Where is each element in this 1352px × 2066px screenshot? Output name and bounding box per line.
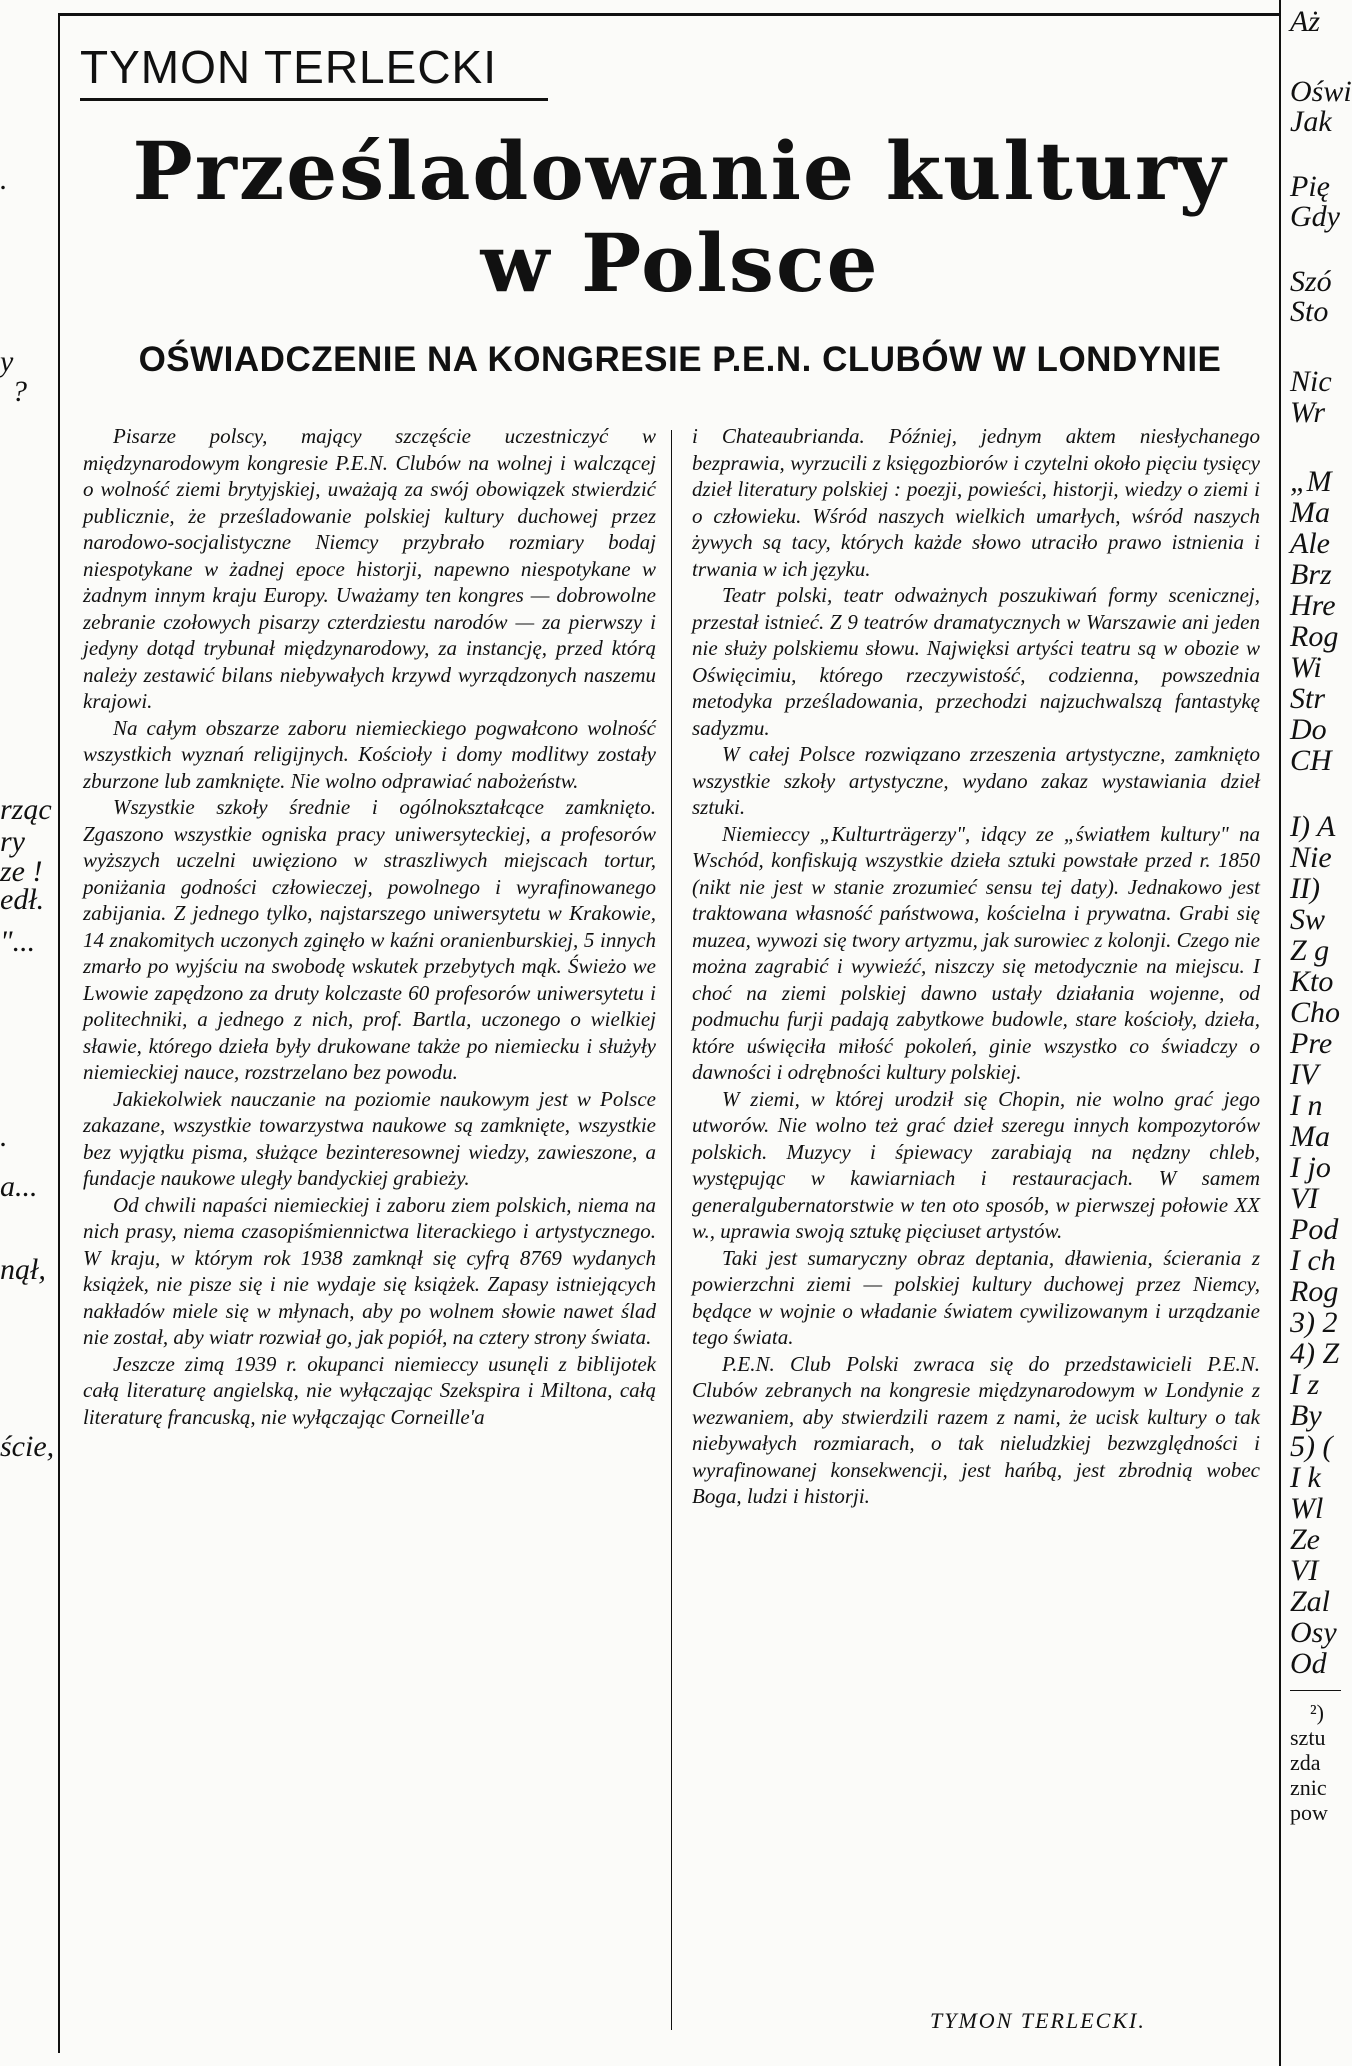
footnote-text: znic bbox=[1290, 1775, 1327, 1800]
margin-text: „M bbox=[1290, 465, 1332, 498]
margin-text: I k bbox=[1290, 1461, 1321, 1494]
margin-text: I n bbox=[1290, 1089, 1323, 1122]
margin-text: Wr bbox=[1290, 396, 1326, 429]
margin-text: Wl bbox=[1290, 1492, 1324, 1525]
paragraph: Teatr polski, teatr odważnych poszukiwań formy scenicznej, przestał istnieć. Z 9 teatrów dramatycznych w Warszawie ani jeden nie służy polskiemu słowu. Najwięksi artyści teatru są w obozie w Oświęcimiu, którego rzeczywistość, codzienna, powszednia metodyka prześladowania, przechodzi najzuchwalszą fantastykę sadyzmu. bbox=[692, 583, 1260, 740]
margin-text: 3) 2 bbox=[1290, 1306, 1338, 1339]
left-column-rule bbox=[58, 13, 60, 2053]
center-column-rule bbox=[671, 430, 672, 2030]
footnote-text: pow bbox=[1290, 1800, 1328, 1825]
margin-text: Rog bbox=[1290, 620, 1339, 653]
margin-text: ry bbox=[0, 825, 25, 858]
margin-text: . bbox=[0, 163, 8, 196]
margin-text: Str bbox=[1290, 682, 1326, 715]
margin-text: I) A bbox=[1290, 810, 1336, 843]
text-column-left bbox=[83, 423, 656, 1430]
footnote-rule bbox=[1290, 1690, 1341, 1691]
right-margin-fragments bbox=[1290, 0, 1352, 2066]
paragraph: Pisarze polscy, mający szczęście uczestniczyć w międzynarodowym kongresie P.E.N. Clubów na wolnej i walczącej o wolność ziemi brytyjskiej, uważają za swój obowiązek stwierdzić publicznie, że prześladowanie polskiej kultury duchowej przez narodowo-socjalistyczne Niemcy przybrało rozmiary bodaj niespotykane w żadnej epoce historji, napewno niespotykane w żadnym innym kraju Europy. Uważamy ten kongres — dobrowolne zebranie czołowych pisarzy czterdziestu narodów — za pierwszy i jedyny dotąd trybunał międzynarodowy, za instancję, przed którą należy zestawić bilans niebywałych krzywd wyrządzonych naszemu krajowi. bbox=[83, 424, 656, 713]
margin-text: Rog bbox=[1290, 1275, 1339, 1308]
article-title bbox=[85, 125, 1275, 309]
margin-text: ście, bbox=[0, 1430, 55, 1463]
margin-text: y bbox=[0, 345, 14, 378]
margin-text: VI bbox=[1290, 1554, 1319, 1587]
margin-text: VI bbox=[1290, 1182, 1319, 1215]
margin-text: Pod bbox=[1290, 1213, 1339, 1246]
margin-text: Aż bbox=[1290, 5, 1320, 38]
paragraph: Taki jest sumaryczny obraz deptania, dławienia, ścierania z powierzchni ziemi — polskiej kultury duchowej przez Niemcy, będące w wojnie o władanie światem cywilizowanym i urządzanie tego świata. bbox=[692, 1245, 1260, 1349]
margin-text: Jak bbox=[1290, 105, 1332, 138]
paragraph: Jeszcze zimą 1939 r. okupanci niemieccy usunęli z biblijotek całą literaturę angielską, nie wyłączając Szekspira i Miltona, całą literaturę francuską, nie wyłączając Corneille'a bbox=[83, 1351, 656, 1429]
margin-text: Ma bbox=[1290, 496, 1330, 529]
margin-text: ? bbox=[12, 375, 27, 408]
margin-text: Nic bbox=[1290, 365, 1332, 398]
margin-text: CH bbox=[1290, 744, 1332, 777]
margin-text: Osy bbox=[1290, 1616, 1337, 1649]
margin-text: ze ! bbox=[0, 855, 43, 888]
author-heading: TYMON TERLECKI bbox=[80, 41, 497, 93]
margin-text: Wi bbox=[1290, 651, 1322, 684]
margin-text: I z bbox=[1290, 1368, 1320, 1401]
margin-text: Pię bbox=[1290, 170, 1330, 203]
signature: TYMON TERLECKI. bbox=[930, 2008, 1146, 2033]
margin-text: 5) ( bbox=[1290, 1430, 1333, 1463]
margin-text: Hre bbox=[1290, 589, 1336, 622]
margin-text: By bbox=[1290, 1399, 1322, 1432]
author-underline bbox=[80, 98, 548, 101]
margin-text: edł. bbox=[0, 883, 45, 916]
margin-text: I jo bbox=[1290, 1151, 1331, 1184]
margin-text: Z g bbox=[1290, 934, 1330, 967]
article-subtitle: OŚWIADCZENIE NA KONGRESIE P.E.N. CLUBÓW W LONDYNIE bbox=[138, 340, 1222, 379]
margin-text: Cho bbox=[1290, 996, 1341, 1029]
margin-text: Pre bbox=[1290, 1027, 1333, 1060]
paragraph: Na całym obszarze zaboru niemieckiego pogwałcono wolność wszystkich wyznań religijnych. Kościoły i domy modlitwy zostały zburzone lub zamknięte. Nie wolno odprawiać nabożeństw. bbox=[83, 715, 656, 793]
margin-text: Ma bbox=[1290, 1120, 1330, 1153]
paragraph: P.E.N. Club Polski zwraca się do przedstawicieli P.E.N. Clubów zebranych na kongresie międzynarodowym w Londynie z wezwaniem, aby stwierdzili razem z nami, że ucisk kultury o tak niebywałych rozmiarach, o tak nieludzkiej bezwzględności i wyrafinowanej konsekwencji, jest hańbą, jest zbrodnią wobec Boga, ludzi i historji. bbox=[692, 1351, 1260, 1508]
paragraph: Wszystkie szkoły średnie i ogólnokształcące zamknięto. Zgaszono wszystkie ogniska pracy uniwersyteckiej, a profesorów wyższych uczelni uwięziono w straszliwych miejscach tortur, poniżania godności człowieczej, powolnego i wyrafinowanego zabijania. Z jednego tylko, najstarszego uniwersytetu w Krakowie, 14 znakomitych uczonych zginęło w kaźni oranienburskiej, 5 innych zmarło po wyjściu na swobodę wskutek przebytych mąk. Świeżo we Lwowie zapędzono za druty kolczaste 60 profesorów uniwersytetu i politechniki, a jednego z nich, prof. Bartla, uczonego o wielkiej sławie, którego dzieła były drukowane także po niemiecku i służyły niemieckiej nauce, rozstrzelano bez powodu. bbox=[83, 795, 656, 1084]
paragraph: i Chateaubrianda. Później, jednym aktem niesłychanego bezprawia, wyrzucili z księgozbiorów i czytelni około pięciu tysięcy dzieł literatury polskiej : poezji, powieści, historji, wiedzy o ziemi i o człowieku. Wśród naszych wielkich umarłych, wśród naszych żywych są tacy, których każde słowo utraciło prawo istnienia i trwania w ich języku. bbox=[692, 424, 1260, 581]
top-rule bbox=[58, 13, 1280, 16]
paragraph: Jakiekolwiek nauczanie na poziomie naukowym jest w Polsce zakazane, wszystkie towarzystwa naukowe są zamknięte, wszystkie bez wyjątku pisma, służące bezinteresownej wiedzy, zawieszone, a fundacje naukowe uległy bandyckiej grabieży. bbox=[83, 1086, 656, 1190]
margin-text: II) bbox=[1290, 872, 1320, 905]
margin-text: Do bbox=[1290, 713, 1327, 746]
margin-text: Ale bbox=[1290, 527, 1330, 560]
margin-text: I ch bbox=[1290, 1244, 1336, 1277]
margin-text: Nie bbox=[1290, 841, 1332, 874]
paragraph: W całej Polsce rozwiązano zrzeszenia artystyczne, zamknięto wszystkie szkoły artystyczne, wydano zakaz wystawiania dzieł sztuki. bbox=[692, 742, 1260, 819]
margin-text: Oświ bbox=[1290, 75, 1352, 108]
margin-text: IV bbox=[1290, 1058, 1319, 1091]
margin-text: rząc bbox=[0, 793, 52, 826]
text-column-right bbox=[692, 423, 1260, 1510]
margin-text: "... bbox=[0, 925, 36, 958]
margin-text: Brz bbox=[1290, 558, 1332, 591]
paragraph: Niemieccy „Kulturträgerzy", idący ze „światłem kultury" na Wschód, konfiskują wszystkie dzieła sztuki powstałe przed r. 1850 (nikt nie jest w stanie zrozumieć sensu tej daty). Jednakowo jest traktowana własność państwowa, kościelna i prywatna. Grabi się muzea, wywozi się twory artyzmu, jak surowiec z kolonji. Czego nie można zagrabić i wywieźć, niszczy się metodycznie na miejscu. I choć na ziemi polskiej dawno ustały działania wojenne, od podmuchu furji padają zabytkowe budowle, stare kościoły, dzieła, które uświęciła miłość pokoleń, ginie wszystko co świadczy o dawności i odrębności kultury polskiej. bbox=[692, 821, 1260, 1084]
right-column-rule bbox=[1279, 0, 1281, 2066]
paragraph: W ziemi, w której urodził się Chopin, nie wolno grać jego utworów. Nie wolno też grać dzieł szeregu innych kompozytorów polskich. Muzycy i śpiewacy zarabiają na nędzny chleb, występując w kawiarniach i restauracjach. W samem generalgubernatorstwie w ten oto sposób, w pierwszej połowie XX w., uprawia swoją sztukę pięciuset artystów. bbox=[692, 1086, 1260, 1243]
margin-text: a... bbox=[0, 1170, 38, 1203]
footnote-text: zda bbox=[1290, 1750, 1321, 1775]
paragraph: Od chwili napaści niemieckiej i zaboru ziem polskich, niema na nich prasy, niema czasopiśmiennictwa literackiego i artystycznego. W kraju, w którym rok 1938 zamknął się cyfrą 8769 wydanych książek, nie pisze się i nie wydaje się książek. Zapasy istniejących nakładów miele się w młynach, aby po wolnem słowie nawet ślad nie został, aby wiatr rozwiał go, jak popiół, na cztery strony świata. bbox=[83, 1192, 656, 1349]
title-line-1: Prześladowanie kultury bbox=[132, 124, 1228, 218]
margin-text: 4) Z bbox=[1290, 1337, 1340, 1370]
margin-text: nął, bbox=[0, 1253, 46, 1286]
title-line-2: w Polsce bbox=[480, 216, 880, 310]
margin-text: Sw bbox=[1290, 903, 1326, 936]
footnote-text: ²) bbox=[1310, 1700, 1324, 1725]
margin-text: Gdy bbox=[1290, 200, 1340, 233]
margin-text: Ze bbox=[1290, 1523, 1320, 1556]
margin-text: . bbox=[0, 1120, 8, 1153]
margin-text: Od bbox=[1290, 1647, 1327, 1680]
margin-text: Zal bbox=[1290, 1585, 1331, 1618]
margin-text: Kto bbox=[1290, 965, 1334, 998]
footnote-text: sztu bbox=[1290, 1725, 1326, 1750]
margin-text: Szó bbox=[1290, 265, 1332, 298]
margin-text: Sto bbox=[1290, 295, 1329, 328]
